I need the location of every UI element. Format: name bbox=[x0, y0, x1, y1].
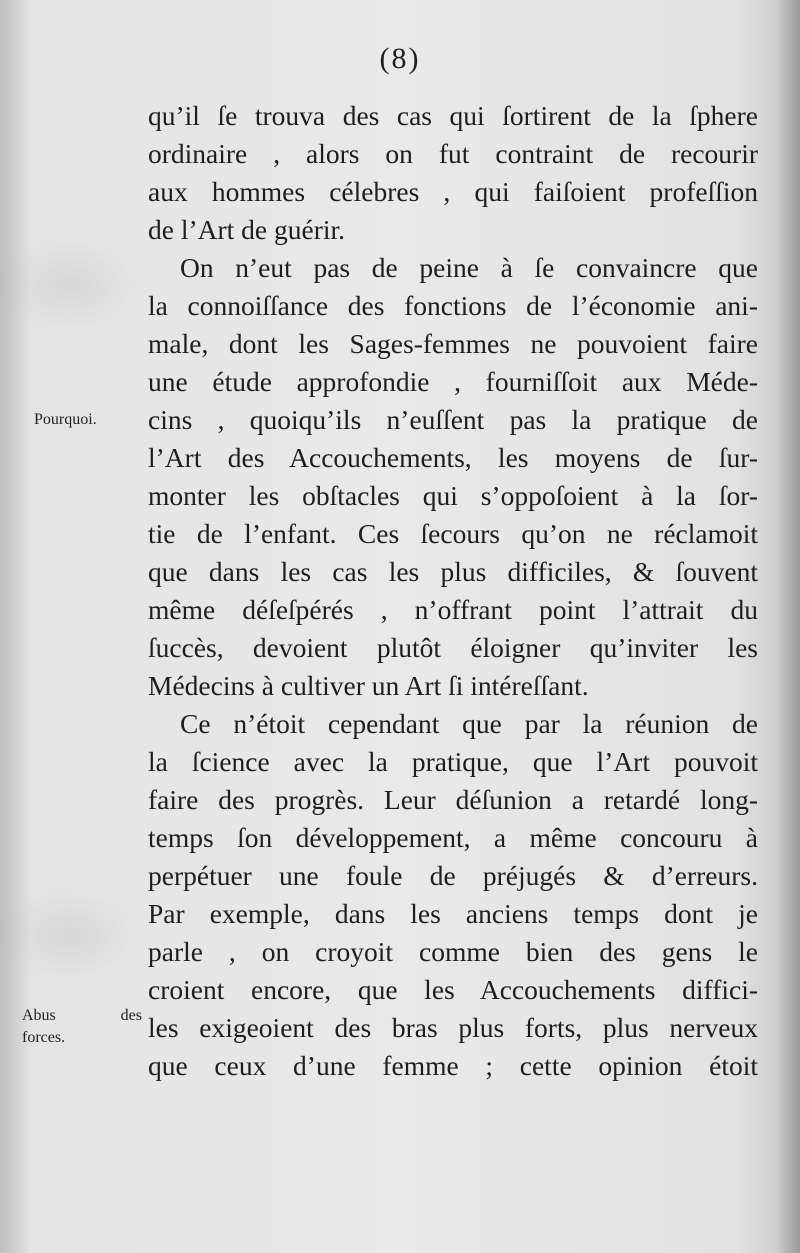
text-line: de l’Art de guérir. bbox=[148, 214, 346, 245]
text-line: Par exemple, dans les anciens temps dont je bbox=[148, 898, 758, 929]
text-line: tie de l’enfant. Ces ſecours qu’on ne réclamoit bbox=[148, 518, 758, 549]
text-line: ſuccès, devoient plutôt éloigner qu’inviter les bbox=[148, 632, 758, 663]
text-line: que ceux d’une femme ; cette opinion étoit bbox=[148, 1050, 758, 1081]
text-line: On n’eut pas de peine à ſe convaincre que bbox=[180, 252, 758, 283]
body-text bbox=[148, 97, 758, 1085]
text-line: male, dont les Sages-femmes ne pouvoient faire bbox=[148, 328, 758, 359]
bleed-through-stain bbox=[0, 240, 140, 330]
page-number: (8) bbox=[379, 42, 421, 75]
text-line: parle , on croyoit comme bien des gens le bbox=[148, 936, 758, 967]
text-line: monter les obſtacles qui s’oppoſoient à la ſor- bbox=[148, 480, 758, 511]
margin-note-line: forces. bbox=[22, 1029, 66, 1046]
text-line: temps ſon développement, a même concouru à bbox=[148, 822, 758, 853]
text-line: ordinaire , alors on fut contraint de recourir bbox=[148, 138, 758, 169]
bleed-through-stain bbox=[0, 890, 140, 980]
text-line: croient encore, que les Accouchements diffici- bbox=[148, 974, 758, 1005]
text-line: l’Art des Accouchements, les moyens de ſur- bbox=[148, 442, 758, 473]
margin-note-abus-des-forces bbox=[22, 1005, 142, 1049]
text-line: les exigeoient des bras plus forts, plus nerveux bbox=[148, 1012, 758, 1043]
margin-note-line: Abus des bbox=[22, 1007, 142, 1024]
text-line: qu’il ſe trouva des cas qui ſortirent de la ſphere bbox=[148, 100, 758, 131]
text-line: Médecins à cultiver un Art ſi intéreſſant. bbox=[148, 670, 589, 701]
text-line: que dans les cas les plus difficiles, & ſouvent bbox=[148, 556, 758, 587]
text-line: Ce n’étoit cependant que par la réunion de bbox=[180, 708, 758, 739]
text-line: même déſeſpérés , n’offrant point l’attrait du bbox=[148, 594, 758, 625]
text-line: aux hommes célebres , qui faiſoient profeſſion bbox=[148, 176, 758, 207]
text-line: la connoiſſance des fonctions de l’économie ani- bbox=[148, 290, 758, 321]
text-line: perpétuer une foule de préjugés & d’erreurs. bbox=[148, 860, 758, 891]
margin-note-pourquoi: Pourquoi. bbox=[34, 411, 97, 428]
text-line: faire des progrès. Leur déſunion a retardé long- bbox=[148, 784, 758, 815]
text-line: une étude approfondie , fourniſſoit aux Méde- bbox=[148, 366, 758, 397]
text-line: la ſcience avec la pratique, que l’Art pouvoit bbox=[148, 746, 758, 777]
text-line: cins , quoiqu’ils n’euſſent pas la pratique de bbox=[148, 404, 758, 435]
